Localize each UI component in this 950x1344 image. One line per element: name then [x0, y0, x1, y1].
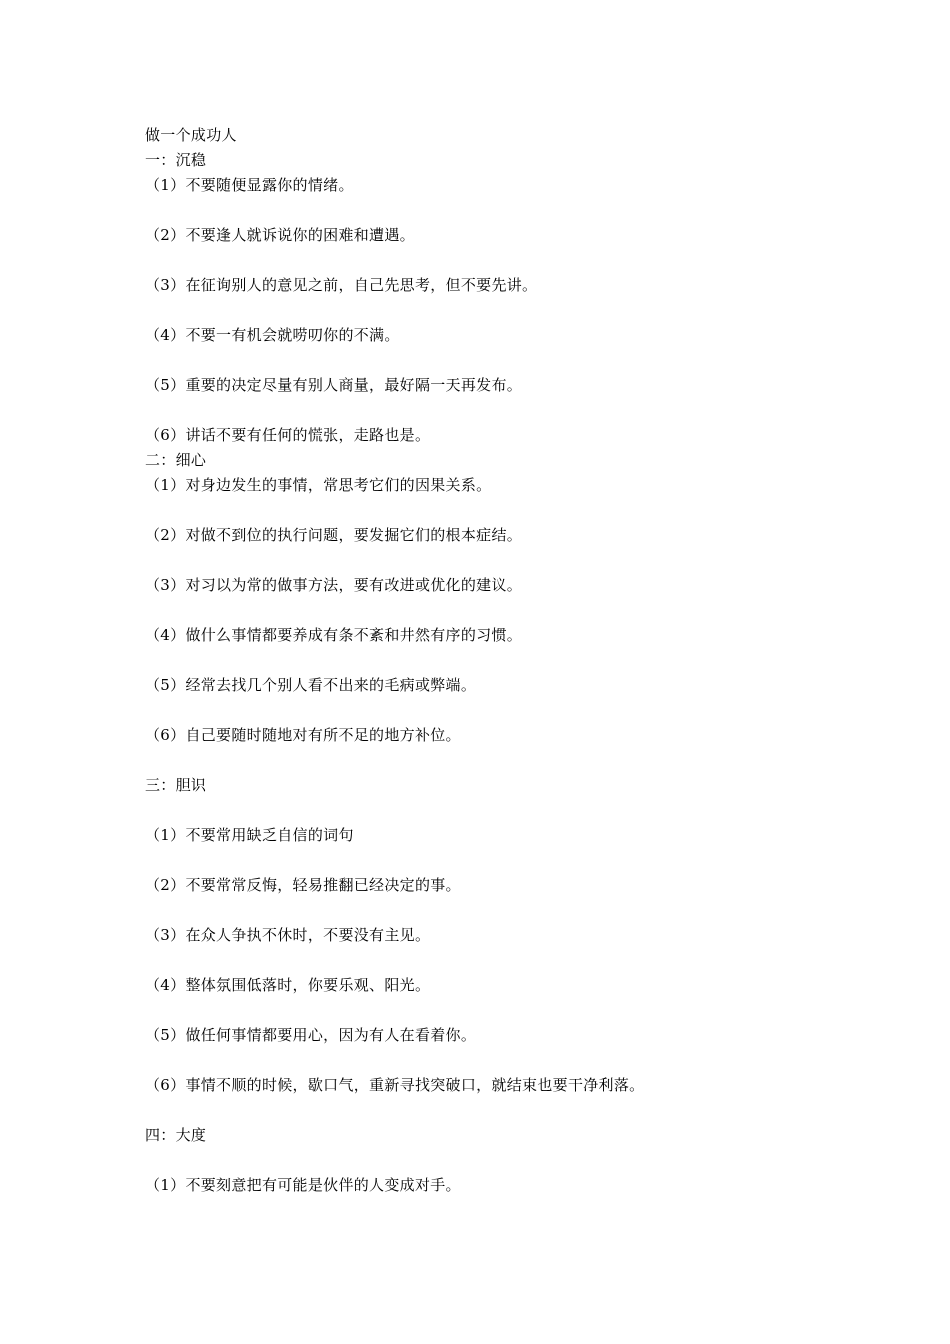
list-item: （4）不要一有机会就唠叨你的不满。 — [145, 326, 400, 344]
list-item: （2）不要常常反悔，轻易推翻已经决定的事。 — [145, 876, 461, 894]
list-item: （2）对做不到位的执行问题，要发掘它们的根本症结。 — [145, 526, 523, 544]
list-item: （1）不要常用缺乏自信的词句 — [145, 826, 354, 844]
spacer — [145, 198, 845, 223]
list-item: （3）在众人争执不休时，不要没有主见。 — [145, 926, 431, 944]
spacer — [145, 898, 845, 923]
spacer — [145, 298, 845, 323]
spacer — [145, 698, 845, 723]
spacer — [145, 848, 845, 873]
section-heading: 一：沉稳 — [145, 151, 207, 169]
list-item: （2）不要逢人就诉说你的困难和遭遇。 — [145, 226, 415, 244]
list-item: （6）自己要随时随地对有所不足的地方补位。 — [145, 726, 461, 744]
spacer — [145, 648, 845, 673]
section-heading: 四：大度 — [145, 1126, 207, 1144]
list-item: （1）不要刻意把有可能是伙伴的人变成对手。 — [145, 1176, 461, 1194]
spacer — [145, 498, 845, 523]
spacer — [145, 398, 845, 423]
list-item: （4）做什么事情都要养成有条不紊和井然有序的习惯。 — [145, 626, 523, 644]
list-item: （5）重要的决定尽量有别人商量，最好隔一天再发布。 — [145, 376, 523, 394]
spacer — [145, 548, 845, 573]
spacer — [145, 998, 845, 1023]
spacer — [145, 1148, 845, 1173]
list-item: （1）对身边发生的事情，常思考它们的因果关系。 — [145, 476, 492, 494]
document-page — [145, 123, 845, 1198]
spacer — [145, 948, 845, 973]
spacer — [145, 1098, 845, 1123]
spacer — [145, 348, 845, 373]
document-title: 做一个成功人 — [145, 126, 237, 144]
section-heading: 二：细心 — [145, 451, 207, 469]
list-item: （3）对习以为常的做事方法，要有改进或优化的建议。 — [145, 576, 523, 594]
spacer — [145, 748, 845, 773]
spacer — [145, 1048, 845, 1073]
spacer — [145, 248, 845, 273]
list-item: （3）在征询别人的意见之前，自己先思考，但不要先讲。 — [145, 276, 538, 294]
list-item: （6）事情不顺的时候，歇口气，重新寻找突破口，就结束也要干净利落。 — [145, 1076, 645, 1094]
list-item: （1）不要随便显露你的情绪。 — [145, 176, 354, 194]
section-heading: 三：胆识 — [145, 776, 207, 794]
list-item: （5）经常去找几个别人看不出来的毛病或弊端。 — [145, 676, 477, 694]
list-item: （4）整体氛围低落时，你要乐观、阳光。 — [145, 976, 431, 994]
list-item: （5）做任何事情都要用心，因为有人在看着你。 — [145, 1026, 477, 1044]
spacer — [145, 798, 845, 823]
list-item: （6）讲话不要有任何的慌张，走路也是。 — [145, 426, 431, 444]
spacer — [145, 598, 845, 623]
